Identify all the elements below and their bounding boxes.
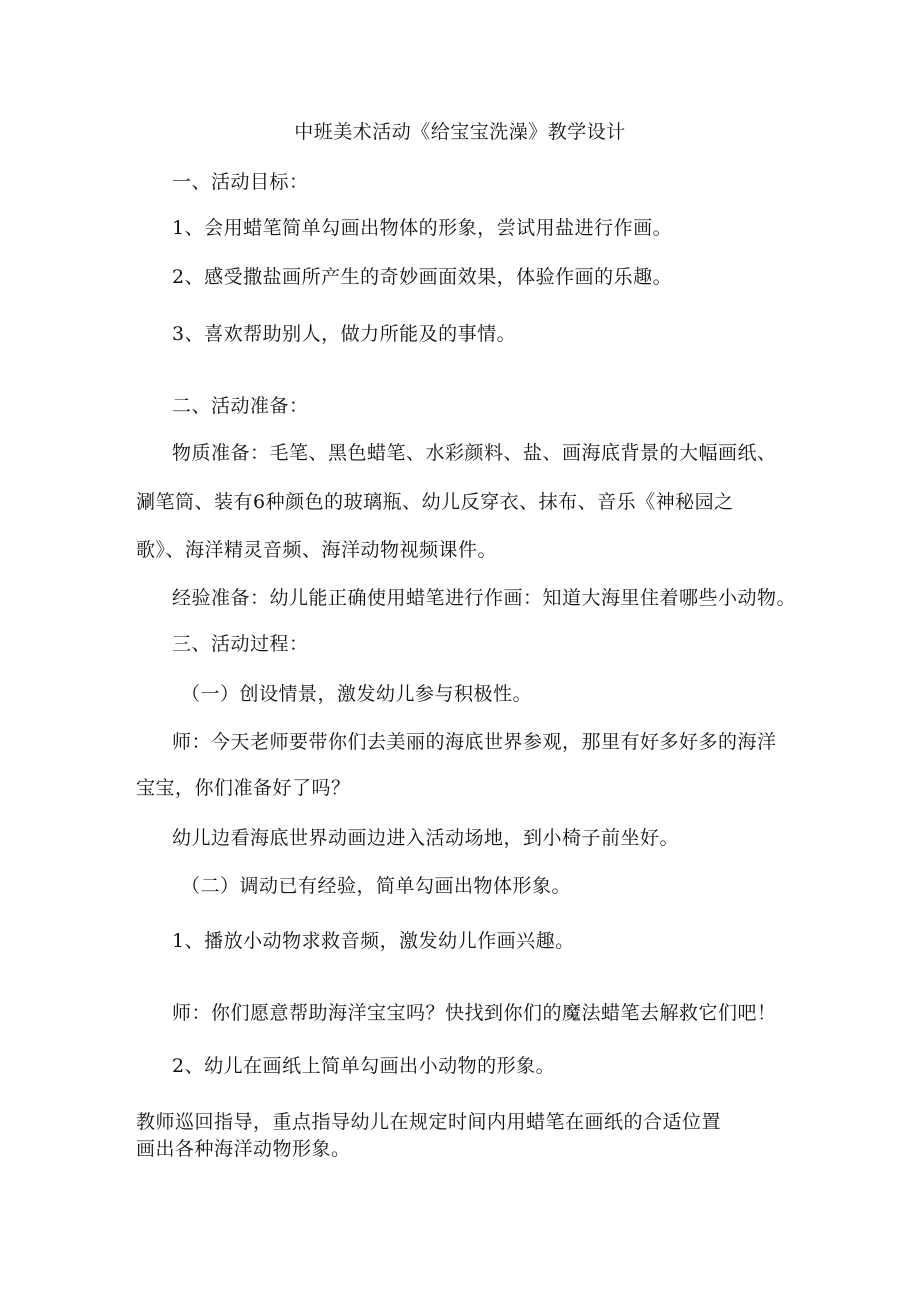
material-preparation-line-1: 物质准备：毛笔、黑色蜡笔、水彩颜料、盐、画海底背景的大幅画纸、 <box>172 442 777 464</box>
section-heading-goals: 一、活动目标： <box>172 171 309 193</box>
document-title: 中班美术活动《给宝宝洗澡》教学设计 <box>294 121 626 143</box>
teacher-speech-1-line-1: 师：今天老师要带你们去美丽的海底世界参观，那里有好多好多的海洋 <box>172 731 777 753</box>
process-step-1-heading: （一）创设情景，激发幼儿参与积极性。 <box>181 683 533 705</box>
material-preparation-line-2: 涮笔筒、装有6种颜色的玻璃瓶、幼儿反穿衣、抹布、音乐《神秘园之 <box>136 491 734 513</box>
section-heading-preparation: 二、活动准备： <box>172 395 309 417</box>
process-step-2-item-2: 2、幼儿在画纸上简单勾画出小动物的形象。 <box>172 1055 556 1077</box>
children-enter-line: 幼儿边看海底世界动画边进入活动场地，到小椅子前坐好。 <box>172 827 680 849</box>
section-heading-process: 三、活动过程： <box>172 633 309 655</box>
teacher-guidance-line-2: 画出各种海洋动物形象。 <box>136 1138 351 1160</box>
material-preparation-line-3: 歌》、海洋精灵音频、海洋动物视频课件。 <box>136 539 498 561</box>
goal-item-2: 2、感受撒盐画所产生的奇妙画面效果，体验作画的乐趣。 <box>172 266 673 288</box>
teacher-guidance-line-1: 教师巡回指导，重点指导幼儿在规定时间内用蜡笔在画纸的合适位置 <box>136 1111 722 1133</box>
teacher-speech-2: 师：你们愿意帮助海洋宝宝吗？快找到你们的魔法蜡笔去解救它们吧！ <box>172 1002 777 1024</box>
teacher-speech-1-line-2: 宝宝，你们准备好了吗？ <box>136 777 351 799</box>
goal-item-3: 3、喜欢帮助别人，做力所能及的事情。 <box>172 323 517 345</box>
process-step-2-item-1: 1、播放小动物求救音频，激发幼儿作画兴趣。 <box>172 930 575 952</box>
process-step-2-heading: （二）调动已有经验，简单勾画出物体形象。 <box>181 875 572 897</box>
goal-item-1: 1、会用蜡笔简单勾画出物体的形象，尝试用盐进行作画。 <box>172 217 673 239</box>
experience-preparation: 经验准备：幼儿能正确使用蜡笔进行作画：知道大海里住着哪些小动物。 <box>172 587 797 609</box>
